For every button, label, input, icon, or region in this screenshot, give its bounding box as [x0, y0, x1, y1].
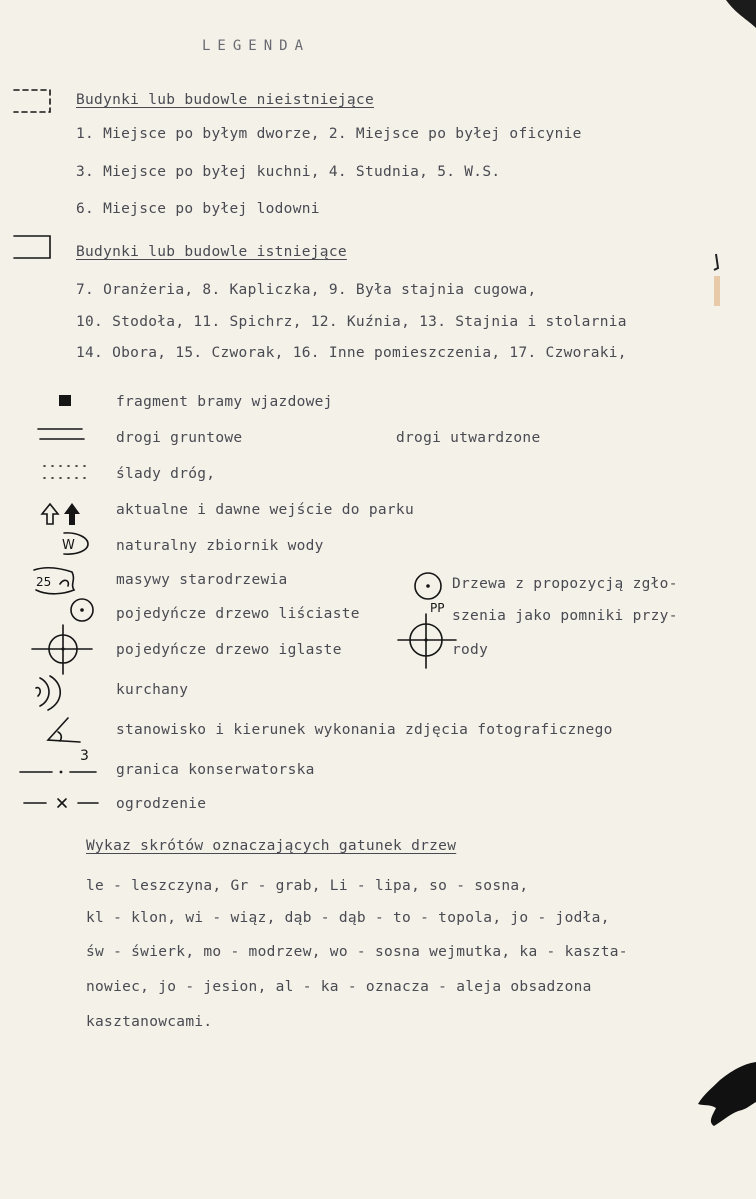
svg-text:W: W: [62, 538, 75, 553]
dotted-trace-icon: [42, 460, 92, 486]
text-line: 7. Oranżeria, 8. Kapliczka, 9. Była stajnia cugowa,: [76, 282, 537, 298]
legend-text: granica konserwatorska: [116, 762, 315, 778]
solid-rectangle-icon: [10, 232, 56, 264]
text-line: le - leszczyna, Gr - grab, Li - lipa, so - sosna,: [86, 878, 529, 894]
dash-dot-boundary-icon: [18, 764, 98, 780]
svg-text:PP: PP: [430, 601, 445, 615]
svg-text:3: 3: [80, 748, 89, 764]
legend-text: drogi utwardzone: [396, 430, 541, 446]
legend-text: pojedyńcze drzewo iglaste: [116, 642, 342, 658]
monument-text: Drzewa z propozycją zgło-: [452, 576, 678, 592]
text-line: nowiec, jo - jesion, al - ka - oznacza - aleja obsadzona: [86, 979, 592, 995]
filled-square-icon: [56, 392, 76, 410]
entrance-arrows-icon: [38, 500, 84, 528]
mound-arcs-icon: [30, 672, 80, 712]
svg-text:25: 25: [36, 575, 52, 589]
text-line: 14. Obora, 15. Czworak, 16. Inne pomieszczenia, 17. Czworaki,: [76, 345, 627, 361]
camera-angle-icon: [40, 716, 100, 762]
legend-text: aktualne i dawne wejście do parku: [116, 502, 414, 518]
heading-abbreviations: Wykaz skrótów oznaczających gatunek drzew: [86, 838, 457, 854]
legend-text: pojedyńcze drzewo liściaste: [116, 606, 360, 622]
margin-mark: [706, 250, 726, 310]
text-line: kl - klon, wi - wiąz, dąb - dąb - to - topola, jo - jodła,: [86, 910, 610, 926]
legend-text: ślady dróg,: [116, 466, 216, 482]
heading-nonexistent: Budynki lub budowle nieistniejące: [76, 92, 374, 108]
legend-text: masywy starodrzewia: [116, 572, 288, 588]
legend-text: drogi gruntowe: [116, 430, 243, 446]
corner-ink-blot-top: [712, 0, 756, 30]
double-line-road-icon: [36, 424, 86, 446]
monument-text: szenia jako pomniki przy-: [452, 608, 678, 624]
old-trees-mass-icon: [30, 566, 78, 598]
crosshair-tree-icon: [30, 622, 96, 676]
legend-text: fragment bramy wjazdowej: [116, 394, 333, 410]
legend-text: stanowisko i kierunek wykonania zdjęcia fotograficznego: [116, 722, 613, 738]
text-line: 10. Stodoła, 11. Spichrz, 12. Kuźnia, 13. Stajnia i stolarnia: [76, 314, 627, 330]
heading-existing: Budynki lub budowle istniejące: [76, 244, 347, 260]
text-line: kasztanowcami.: [86, 1014, 213, 1030]
text-line: 3. Miejsce po byłej kuchni, 4. Studnia, 5. W.S.: [76, 164, 501, 180]
text-line: 1. Miejsce po byłym dworze, 2. Miejsce po byłej oficynie: [76, 126, 582, 142]
fence-x-icon: [22, 794, 102, 812]
legend-text: ogrodzenie: [116, 796, 207, 812]
corner-ink-blot-bottom: [690, 1060, 756, 1130]
legend-text: kurchany: [116, 682, 189, 698]
text-line: św - świerk, mo - modrzew, wo - sosna wejmutka, ka - kaszta-: [86, 944, 628, 960]
dashed-rectangle-icon: [10, 84, 56, 116]
legend-text: naturalny zbiornik wody: [116, 538, 324, 554]
monument-text: rody: [452, 642, 489, 658]
water-w-icon: [58, 530, 92, 558]
legend-title: LEGENDA: [202, 38, 311, 54]
text-line: 6. Miejsce po byłej lodowni: [76, 201, 320, 217]
